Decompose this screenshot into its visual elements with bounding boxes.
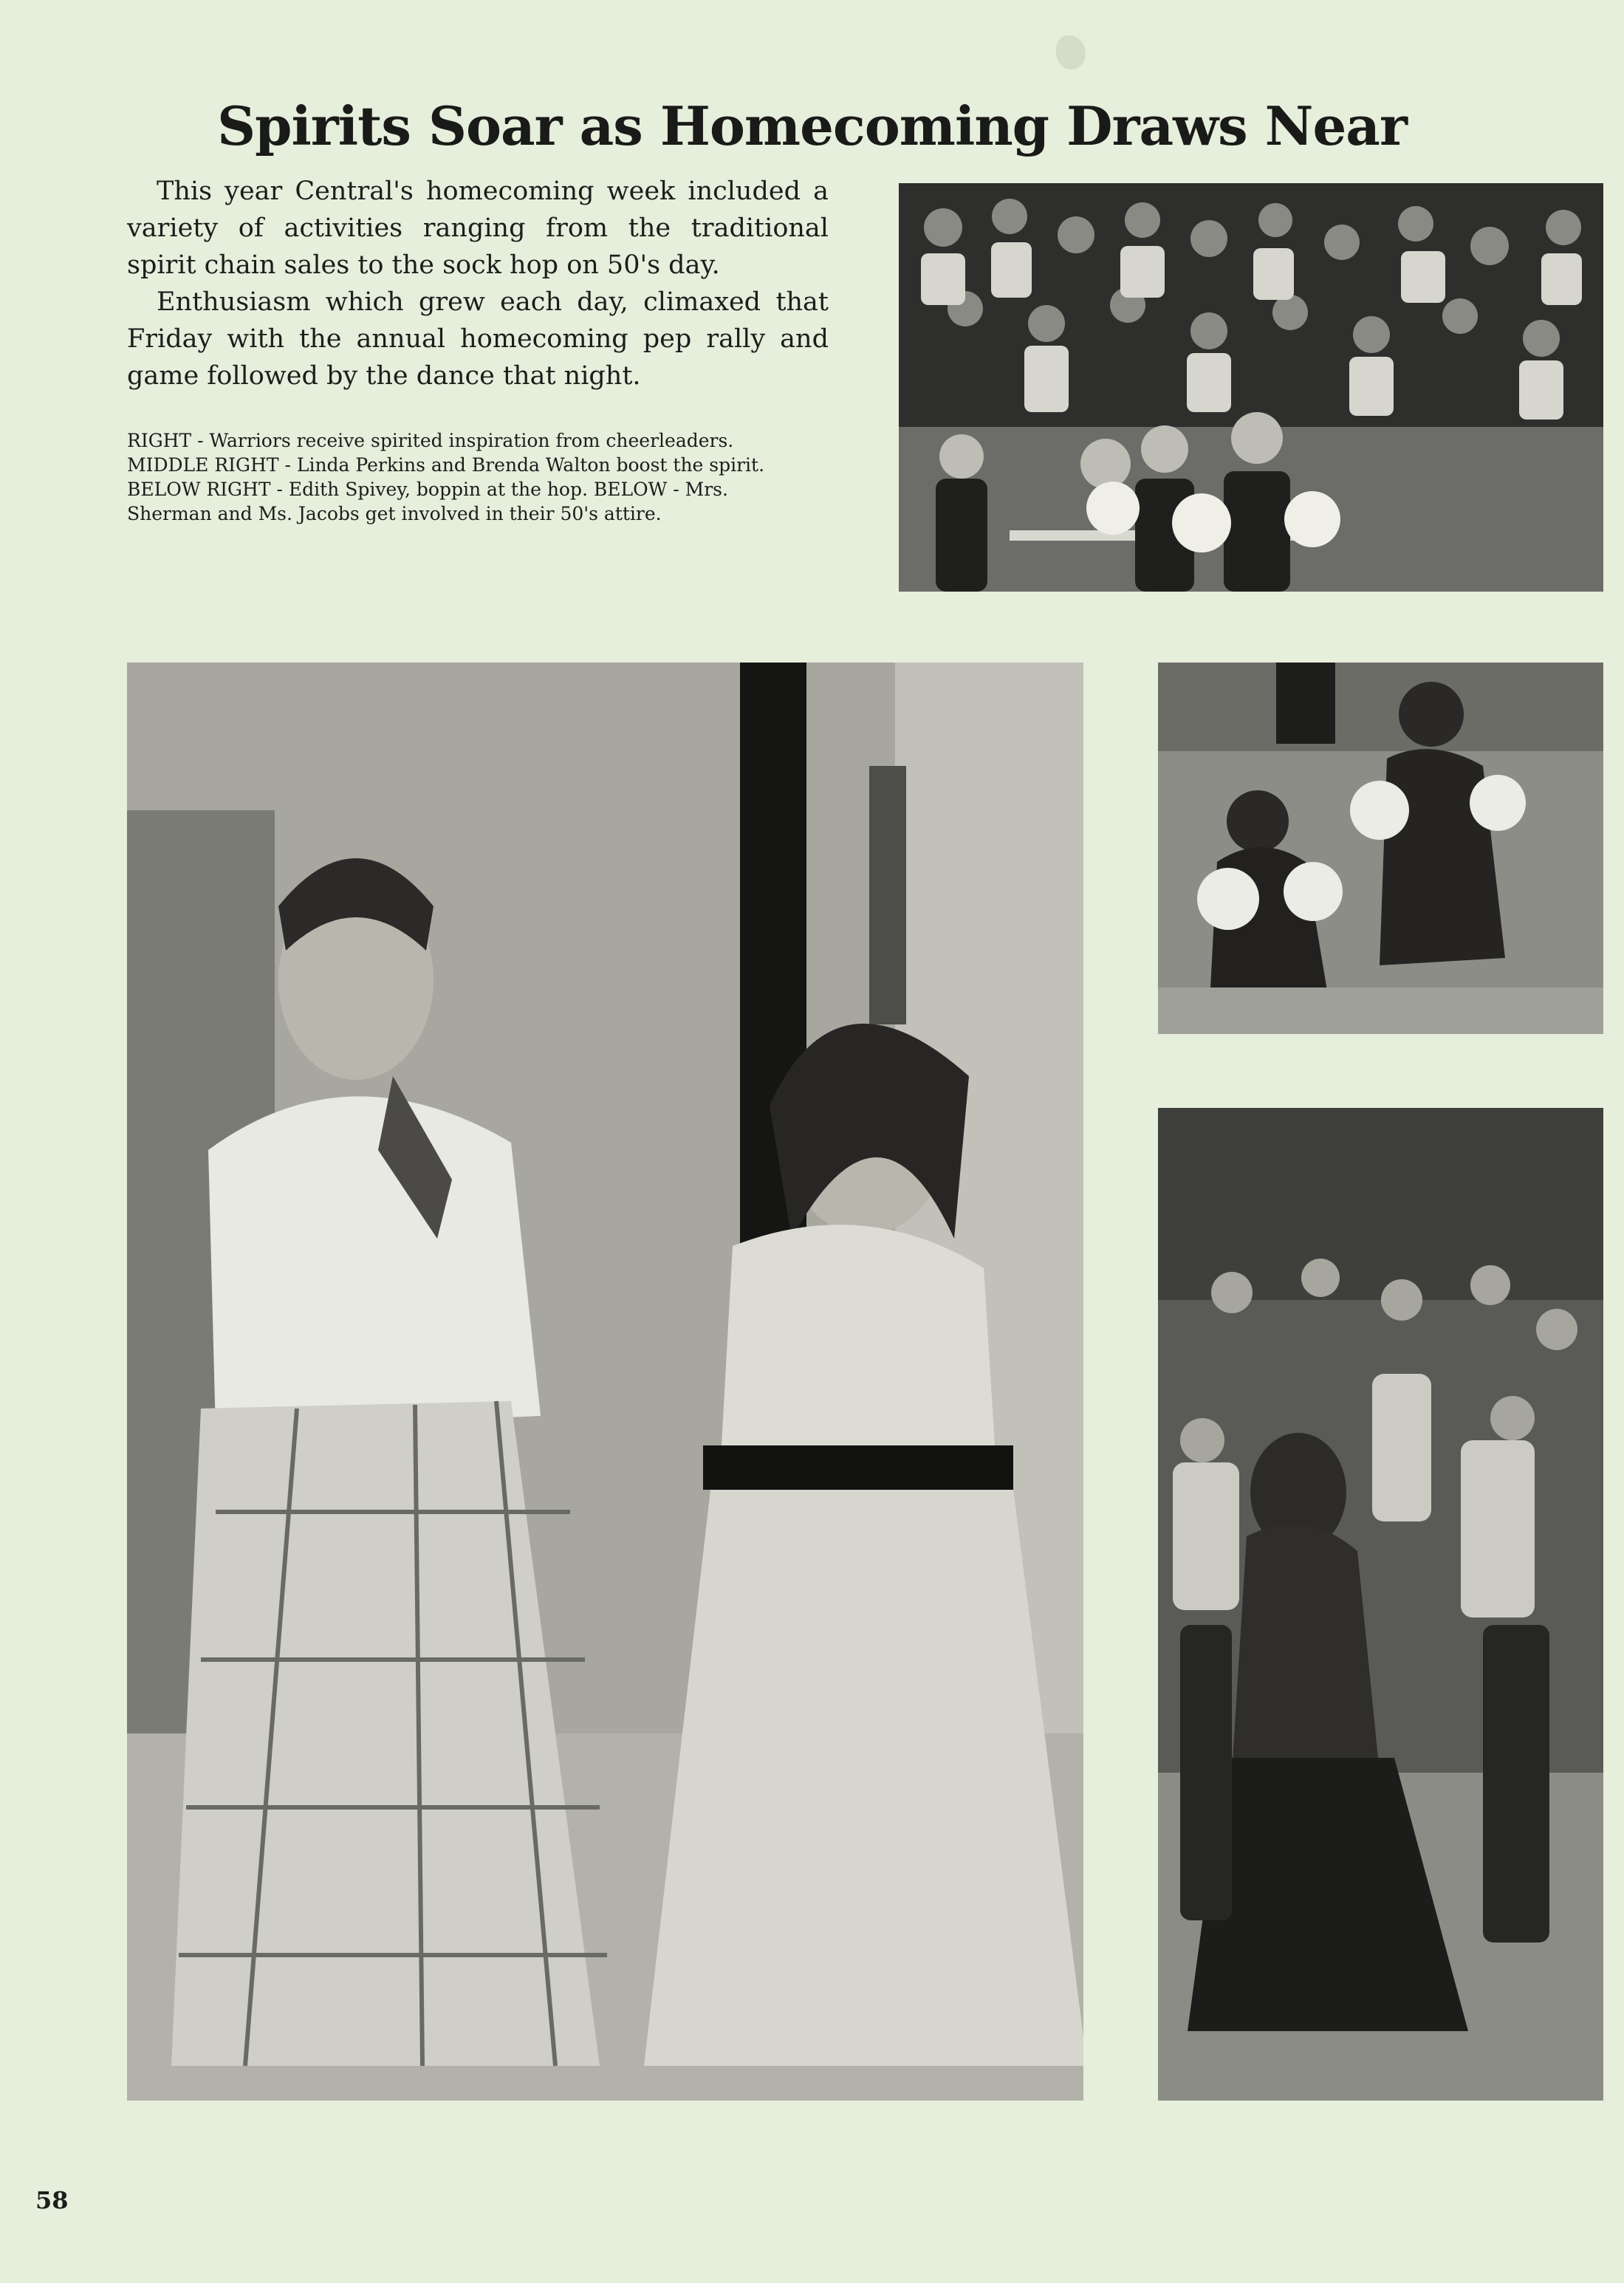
caption-line-3: BELOW RIGHT - Edith Spivey, boppin at the hop. BELOW - Mrs. [127, 479, 728, 500]
paper-blemish [1056, 35, 1086, 69]
photo-pep-rally-cheerleaders [899, 183, 1603, 592]
story-paragraph-2: Enthusiasm which grew each day, climaxed that Friday with the annual homecoming pep rally and game followed by the dance that night. [127, 287, 829, 391]
story-text [127, 173, 829, 394]
caption-line-4: Sherman and Ms. Jacobs get involved in their 50's attire. [127, 503, 662, 524]
photo-cheerleaders-middle-right [1158, 663, 1603, 1034]
caption-line-2: MIDDLE RIGHT - Linda Perkins and Brenda Walton boost the spirit. [127, 454, 765, 476]
photo-sock-hop-dancers [1158, 1108, 1603, 2101]
photo-teachers-50s-attire [127, 663, 1083, 2101]
page-number: 58 [35, 2186, 69, 2214]
photo-captions [127, 428, 847, 526]
story-paragraph-1: This year Central's homecoming week included a variety of activities ranging from the traditional spirit chain sales to the sock hop on 50's day. [127, 177, 829, 280]
caption-line-1: RIGHT - Warriors receive spirited inspiration from cheerleaders. [127, 430, 734, 451]
page-headline: Spirits Soar as Homecoming Draws Near [217, 95, 1407, 157]
